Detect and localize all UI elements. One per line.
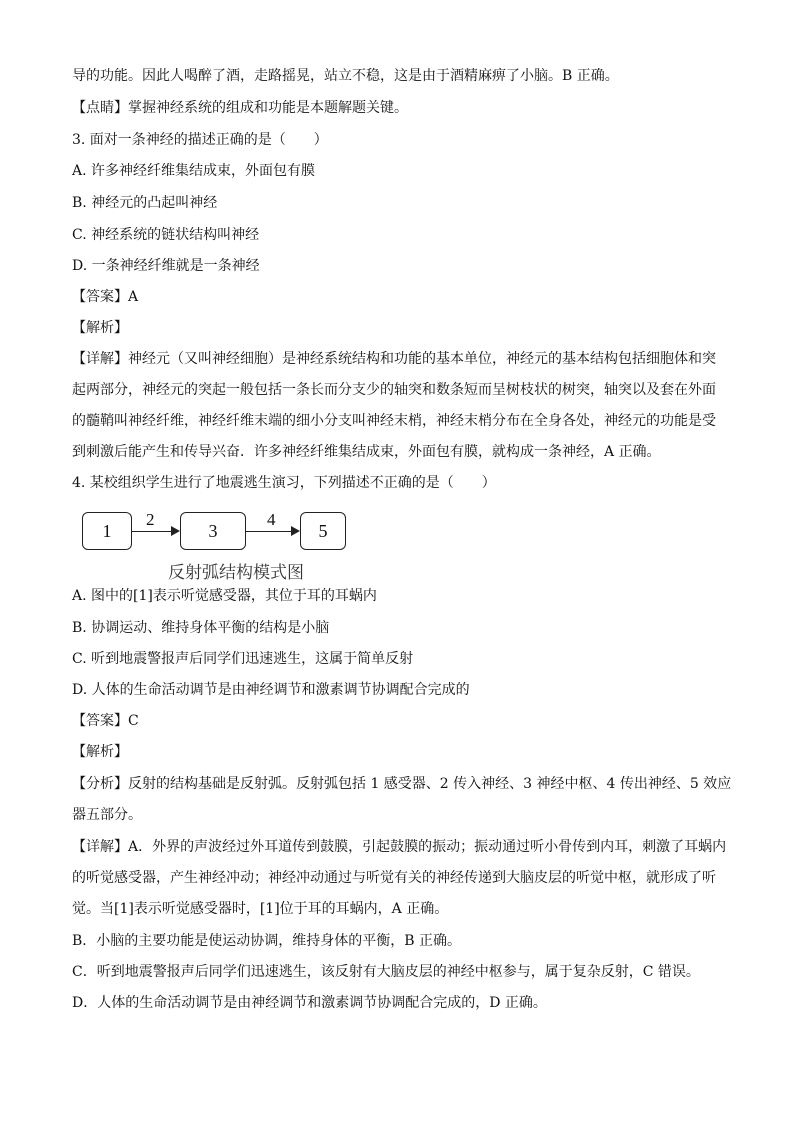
q3-detail-line-1: 【详解】神经元（又叫神经细胞）是神经系统结构和功能的基本单位，神经元的基本结构包括细胞体和突 [72, 351, 716, 367]
q4-answer: 【答案】C [72, 713, 139, 729]
diagram-caption: 反射弧结构模式图 [168, 563, 304, 583]
q4-option-a: A. 图中的[1]表示听觉感受器，其位于耳的耳蜗内 [72, 588, 377, 604]
reflex-arc-diagram [82, 510, 362, 582]
q3-detail-line-2: 起两部分，神经元的突起一般包括一条长而分支少的轴突和数条短而呈树枝状的树突，轴突以及套在外面 [72, 382, 716, 398]
q3-option-c: C. 神经系统的链状结构叫神经 [72, 227, 260, 243]
q4-option-b: B. 协调运动、维持身体平衡的结构是小脑 [72, 620, 330, 636]
diagram-arrow-label-2: 2 [146, 510, 155, 529]
diagram-arrow-4 [246, 531, 298, 532]
q4-option-c: C. 听到地震警报声后同学们迅速逃生，这属于简单反射 [72, 651, 414, 667]
diagram-arrow-label-4: 4 [267, 510, 276, 529]
q4-detail-line-1: 【详解】A．外界的声波经过外耳道传到鼓膜，引起鼓膜的振动；振动通过听小骨传到内耳，刺激了耳蜗内 [72, 839, 727, 855]
q3-analysis-heading: 【解析】 [72, 320, 128, 336]
q3-answer: 【答案】A [72, 289, 139, 305]
q3-option-d: D. 一条神经纤维就是一条神经 [72, 258, 260, 274]
q3-detail-line-3: 的髓鞘叫神经纤维，神经纤维末端的细小分支叫神经末梢，神经末梢分布在全身各处，神经元的功能是受 [72, 413, 716, 429]
q4-analysis-line-1: 【分析】反射的结构基础是反射弧。反射弧包括 1 感受器、2 传入神经、3 神经中枢、4 传出神经、5 效应 [72, 776, 732, 792]
diagram-box-3: 3 [180, 512, 246, 550]
q3-option-a: A. 许多神经纤维集结成束，外面包有膜 [72, 163, 316, 179]
question-4-stem: 4. 某校组织学生进行了地震逃生演习，下列描述不正确的是（ ） [72, 475, 496, 491]
q4-detail-line-3: 觉。当[1]表示听觉感受器时，[1]位于耳的耳蜗内，A 正确。 [72, 901, 449, 917]
q4-detail-d: D．人体的生命活动调节是由神经调节和激素调节协调配合完成的，D 正确。 [72, 995, 547, 1011]
q4-detail-c: C．听到地震警报声后同学们迅速逃生，该反射有大脑皮层的神经中枢参与，属于复杂反射，C 错误。 [72, 964, 700, 980]
q4-detail-line-2: 的听觉感受器，产生神经冲动；神经冲动通过与听觉有关的神经传递到大脑皮层的听觉中枢，就形成了听 [72, 870, 716, 886]
diagram-box-1: 1 [82, 512, 132, 550]
question-3-stem: 3. 面对一条神经的描述正确的是（ ） [72, 132, 328, 148]
diagram-arrow-2 [132, 531, 178, 532]
q3-option-b: B. 神经元的凸起叫神经 [72, 195, 218, 211]
q4-analysis-line-2: 器五部分。 [72, 807, 142, 823]
q4-option-d: D. 人体的生命活动调节是由神经调节和激素调节协调配合完成的 [72, 682, 470, 698]
text-line-1: 导的功能。因此人喝醉了酒，走路摇晃，站立不稳，这是由于酒精麻痹了小脑。B 正确。 [72, 68, 619, 84]
diagram-box-5: 5 [300, 512, 346, 550]
q3-detail-line-4: 到刺激后能产生和传导兴奋．许多神经纤维集结成束，外面包有膜，就构成一条神经，A 正确。 [72, 444, 661, 460]
text-line-2: 【点睛】掌握神经系统的组成和功能是本题解题关键。 [72, 100, 408, 116]
q4-analysis-heading: 【解析】 [72, 744, 128, 760]
q4-detail-b: B．小脑的主要功能是使运动协调，维持身体的平衡，B 正确。 [72, 933, 462, 949]
